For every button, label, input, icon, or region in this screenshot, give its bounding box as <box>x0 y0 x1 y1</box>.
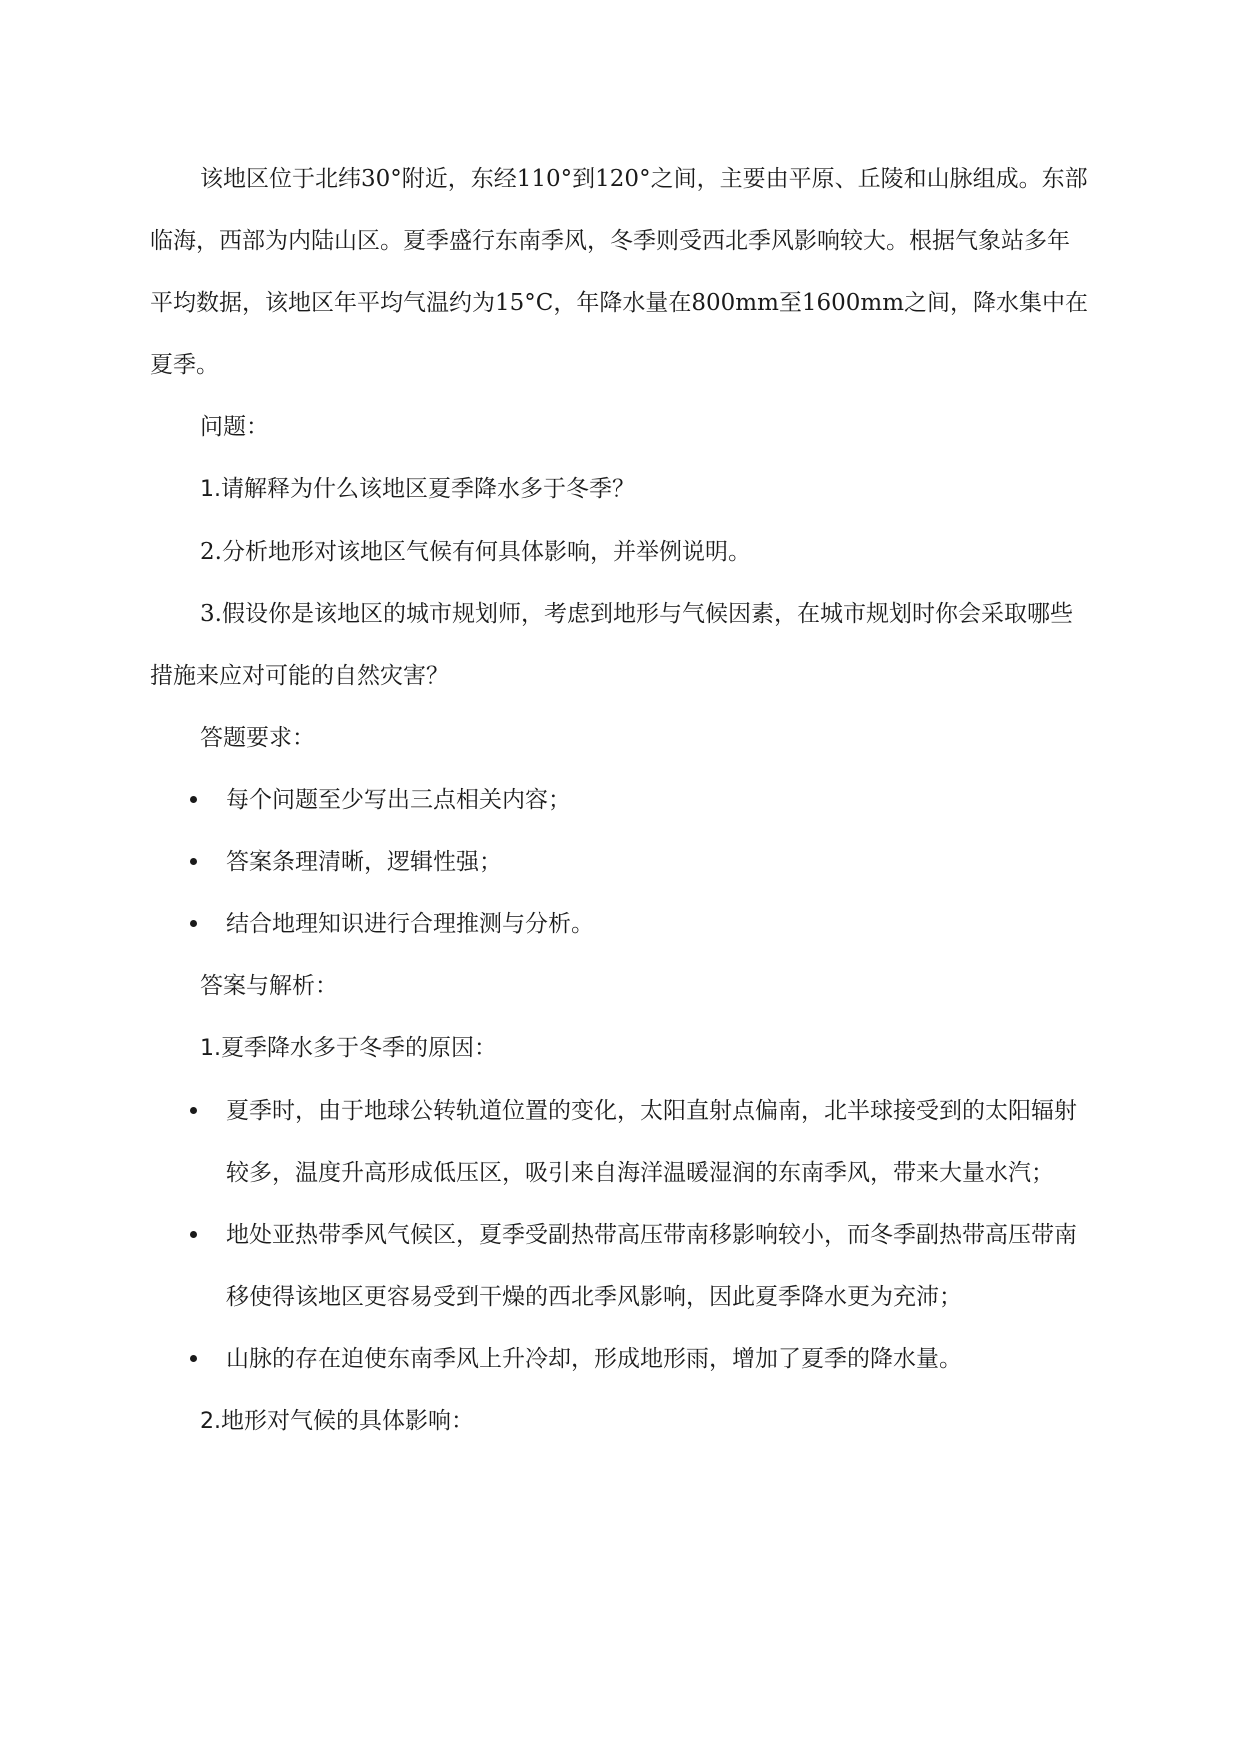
answer-number: 1. <box>200 1036 221 1061</box>
requirement-item <box>150 769 1090 831</box>
question-text: 请解释为什么该地区夏季降水多于冬季？ <box>221 476 635 502</box>
answers-heading: 答案与解析： <box>200 973 338 999</box>
answer-point <box>150 1204 1090 1328</box>
bullet-icon <box>190 796 197 803</box>
bullet-icon <box>190 858 197 865</box>
question-number: 2. <box>200 539 222 565</box>
question-number: 1. <box>200 477 221 502</box>
answer-number: 2. <box>200 1409 221 1434</box>
document-body <box>150 148 1090 1453</box>
answer-section-title <box>150 1390 1090 1453</box>
question-item <box>150 458 1090 521</box>
question-text: 假设你是该地区的城市规划师，考虑到地形与气候因素，在城市规划时你会采取哪些措施来应对可能的自然灾害？ <box>150 601 1073 689</box>
answer1-points <box>150 1080 1090 1390</box>
requirement-text: 每个问题至少写出三点相关内容； <box>226 787 571 813</box>
bullet-icon <box>190 1231 197 1238</box>
intro-paragraph: 该地区位于北纬30°附近，东经110°到120°之间，主要由平原、丘陵和山脉组成。东部临海，西部为内陆山区。夏季盛行东南季风，冬季则受西北季风影响较大。根据气象站多年平均数据，该地区年平均气温约为15°C，年降水量在800mm至1600mm之间，降水集中在夏季。 <box>150 166 1089 378</box>
bullet-icon <box>190 1355 197 1362</box>
requirement-item <box>150 893 1090 955</box>
bullet-icon <box>190 1107 197 1114</box>
requirement-text: 结合地理知识进行合理推测与分析。 <box>226 911 594 937</box>
answer-point-text: 地处亚热带季风气候区，夏季受副热带高压带南移影响较小，而冬季副热带高压带南移使得该地区更容易受到干燥的西北季风影响，因此夏季降水更为充沛； <box>226 1222 1077 1310</box>
requirement-text: 答案条理清晰，逻辑性强； <box>226 849 502 875</box>
bullet-icon <box>190 920 197 927</box>
answer-point <box>150 1328 1090 1390</box>
requirements-heading: 答题要求： <box>200 725 315 751</box>
questions-heading: 问题： <box>200 414 269 440</box>
answer-point <box>150 1080 1090 1204</box>
question-item <box>150 521 1090 583</box>
question-number: 3. <box>200 601 222 627</box>
answer-section-title <box>150 1017 1090 1080</box>
answer-point-text: 山脉的存在迫使东南季风上升冷却，形成地形雨，增加了夏季的降水量。 <box>226 1346 962 1372</box>
answer-title: 夏季降水多于冬季的原因： <box>221 1035 497 1061</box>
question-text: 分析地形对该地区气候有何具体影响，并举例说明。 <box>221 539 751 565</box>
requirements-list <box>150 769 1090 955</box>
requirement-item <box>150 831 1090 893</box>
answer-title: 地形对气候的具体影响： <box>221 1408 474 1434</box>
question-item <box>150 583 1090 707</box>
answer-point-text: 夏季时，由于地球公转轨道位置的变化，太阳直射点偏南，北半球接受到的太阳辐射较多，温度升高形成低压区，吸引来自海洋温暖湿润的东南季风，带来大量水汽； <box>226 1098 1077 1186</box>
